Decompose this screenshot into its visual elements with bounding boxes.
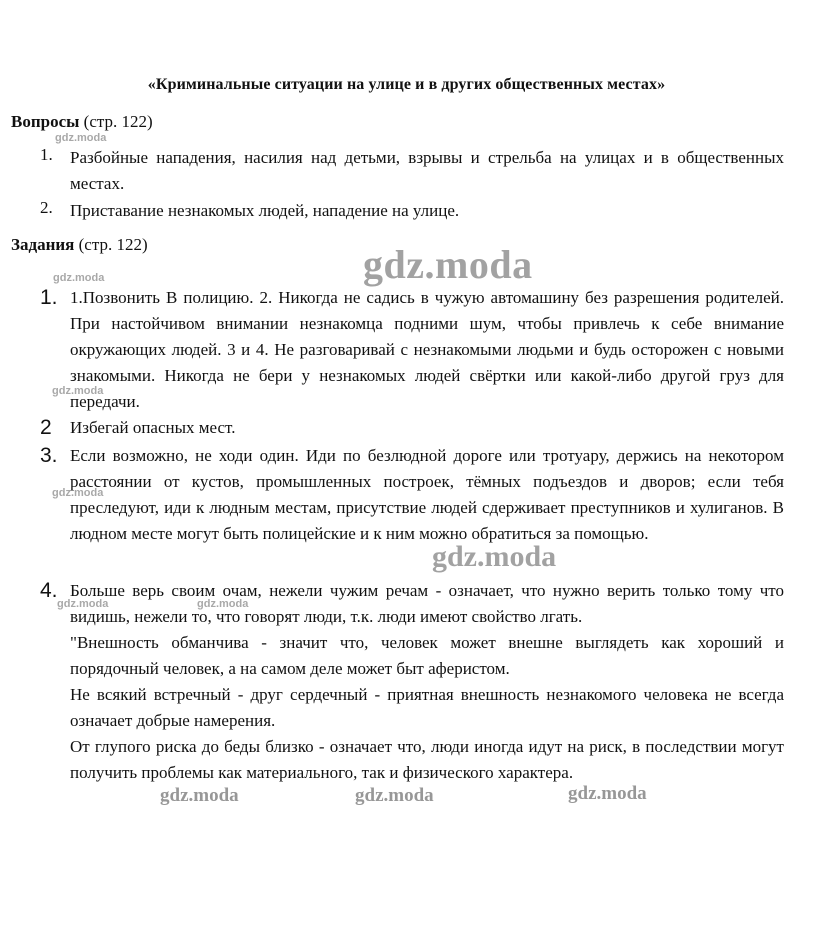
task-text: [70, 415, 784, 441]
task-paragraph: Если возможно, не ходи один. Иди по безлюдной дороге или тротуару, держись на некотором расстоянии от кустов, промышленных построек, тёмных подъездов и дворов; если тебя преследуют, иди к людным местам, присутствие людей сдерживает преступников и хулиганов. В людном месте могут быть полицейские и к ним можно обратиться за помощью.: [70, 446, 784, 543]
watermark: gdz.moda: [355, 785, 434, 806]
task-number: 2: [40, 416, 52, 439]
task-paragraph: Не всякий встречный - друг сердечный - приятная внешность незнакомого человека не всегда означает добрые намерения.: [70, 685, 784, 730]
questions-heading: [11, 112, 153, 132]
watermark: gdz.moda: [52, 487, 104, 499]
watermark: gdz.moda: [363, 242, 533, 287]
task-number: 1.: [40, 286, 58, 309]
questions-heading-page: (стр. 122): [79, 112, 153, 131]
tasks-heading: [11, 235, 148, 255]
task-paragraph: Больше верь своим очам, нежели чужим речам - означает, что нужно верить только тому что видишь, нежели то, что говорят люди, т.к. люди имеют свойство лгать.: [70, 581, 784, 626]
task-number: 4.: [40, 579, 58, 602]
questions-heading-label: Вопросы: [11, 112, 80, 131]
task-paragraph: Избегай опасных мест.: [70, 418, 236, 437]
question-text: Разбойные нападения, насилия над детьми, взрывы и стрельба на улицах и в общественных местах.: [70, 148, 784, 193]
task-text: [70, 285, 784, 415]
watermark: gdz.moda: [53, 272, 105, 284]
tasks-heading-page: (стр. 122): [74, 235, 148, 254]
question-text: Приставание незнакомых людей, нападение на улице.: [70, 201, 460, 220]
tasks-heading-label: Задания: [11, 235, 75, 254]
watermark: gdz.moda: [432, 540, 557, 573]
question-number: 2.: [40, 198, 53, 217]
task-text: [70, 578, 784, 786]
watermark: gdz.moda: [52, 385, 104, 397]
watermark: gdz.moda: [197, 598, 249, 610]
watermark: gdz.moda: [55, 132, 107, 144]
watermark: gdz.moda: [57, 598, 109, 610]
watermark: gdz.moda: [568, 783, 647, 804]
task-text: [70, 443, 784, 547]
watermark: gdz.moda: [160, 785, 239, 806]
question-number: 1.: [40, 145, 53, 164]
task-paragraph: От глупого риска до беды близко - означает что, люди иногда идут на риск, в последствии могут получить проблемы как материального, так и физического характера.: [70, 737, 784, 782]
task-paragraph: 1.Позвонить В полицию. 2. Никогда не садись в чужую автомашину без разрешения родителей. При настойчивом внимании незнакомца подними шум, чтобы привлечь к себе внимание окружающих людей. 3 и 4. Не разговаривай с незнакомыми людьми и будь осторожен с новыми знакомыми. Никогда не бери у незнакомых людей свёртки или какой-либо другой груз для передачи.: [70, 288, 784, 411]
task-number: 3.: [40, 444, 58, 467]
document-title: «Криминальные ситуации на улице и в других общественных местах»: [147, 76, 666, 93]
task-paragraph: "Внешность обманчива - значит что, человек может внешне выглядеть как хороший и порядочный человек, а на самом деле может быт аферистом.: [70, 633, 784, 678]
